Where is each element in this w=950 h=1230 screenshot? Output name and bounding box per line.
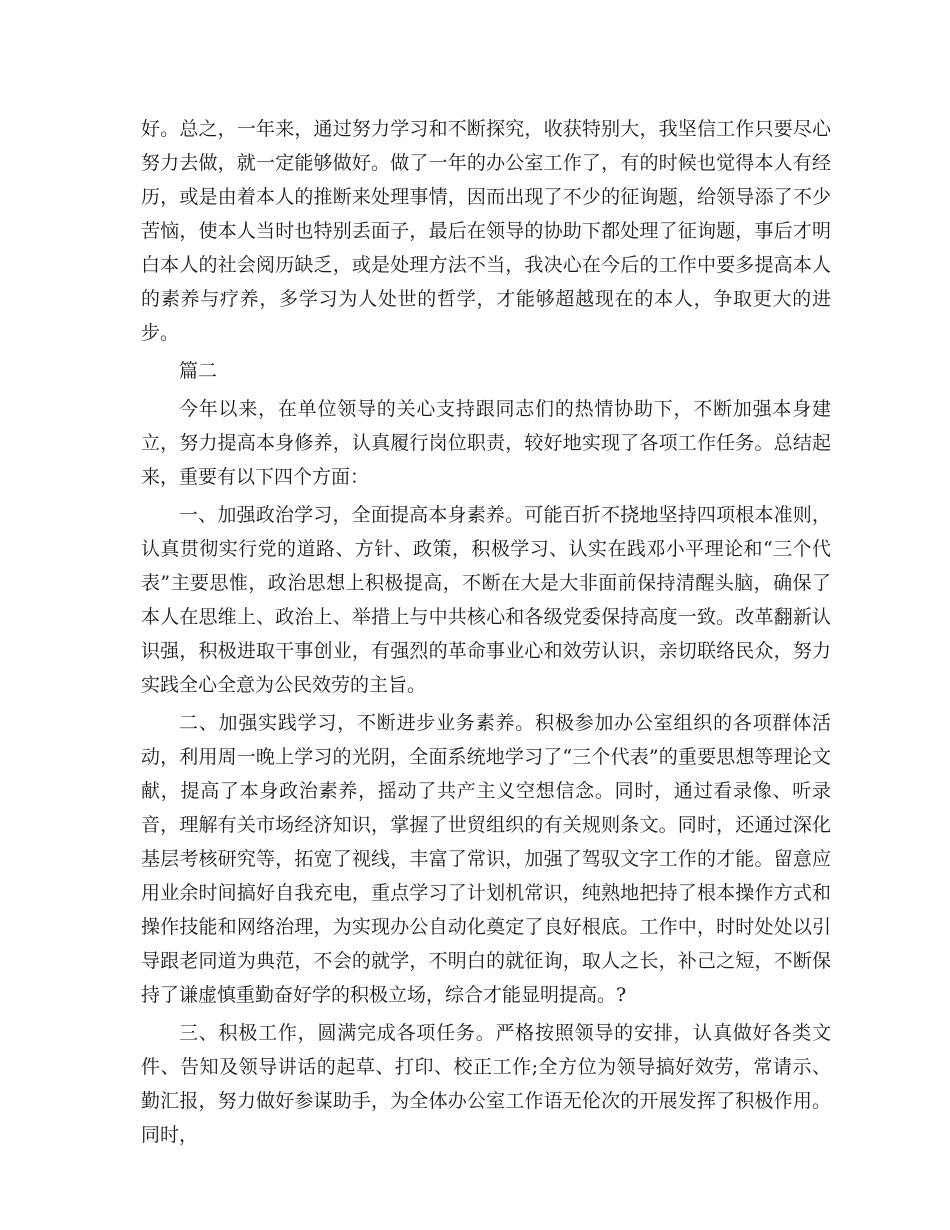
- paragraph-work-tasks: 三、积极工作，圆满完成各项任务。严格按照领导的安排，认真做好各类文件、告知及领导讲话的起草、打印、校正工作;全方位为领导搞好效劳，常请示、勤汇报，努力做好参谋助手，为全体办公室工作语无伦次的开展发挥了积极作用。同时，: [141, 1022, 831, 1146]
- section-heading: 篇二: [179, 360, 218, 382]
- paragraph-overview: 今年以来，在单位领导的关心支持跟同志们的热情协助下，不断加强本身建立，努力提高本身修养，认真履行岗位职责，较好地实现了各项工作任务。总结起来，重要有以下四个方面：: [141, 398, 831, 488]
- paragraph-intro: 好。总之，一年来，通过努力学习和不断探究，收获特别大，我坚信工作只要尽心努力去做，就一定能够做好。做了一年的办公室工作了，有的时候也觉得本人有经历，或是由着本人的推断来处理事情，因而出现了不少的征询题，给领导添了不少苦恼，使本人当时也特别丢面子，最后在领导的协助下都处理了征询题，事后才明白本人的社会阅历缺乏，或是处理方法不当，我决心在今后的工作中要多提高本人的素养与疗养，多学习为人处世的哲学，才能够超越现在的本人，争取更大的进步。: [141, 118, 831, 344]
- document-body: [141, 112, 831, 1152]
- paragraph-practice-study: 二、加强实践学习，不断进步业务素养。积极参加办公室组织的各项群体活动，利用周一晚上学习的光阴，全面系统地学习了“三个代表”的重要思想等理论文献，提高了本身政治素养，摇动了共产主义空想信念。同时，通过看录像、听录音，理解有关市场经济知识，掌握了世贸组织的有关规则条文。同时，还通过深化基层考核研究等，拓宽了视线，丰富了常识，加强了驾驭文字工作的才能。留意应用业余时间搞好自我充电，重点学习了计划机常识，纯熟地把持了根本操作方式和操作技能和网络治理，为实现办公自动化奠定了良好根底。工作中，时时处处以引导跟老同道为典范，不会的就学，不明白的就征询，取人之长，补己之短，不断保持了谦虚慎重勤奋好学的积极立场，综合才能显明提高。?: [141, 712, 831, 1006]
- paragraph-political-study: 一、加强政治学习，全面提高本身素养。可能百折不挠地坚持四项根本准则，认真贯彻实行党的道路、方针、政策，积极学习、认实在践邓小平理论和“三个代表”主要思惟，政治思想上积极提高，不断在大是大非面前保持清醒头脑，确保了本人在思维上、政治上、举措上与中共核心和各级党委保持高度一致。改革翻新认识强，积极进取干事创业，有强烈的革命事业心和效劳认识，亲切联络民众，努力实践全心全意为公民效劳的主旨。: [141, 504, 831, 696]
